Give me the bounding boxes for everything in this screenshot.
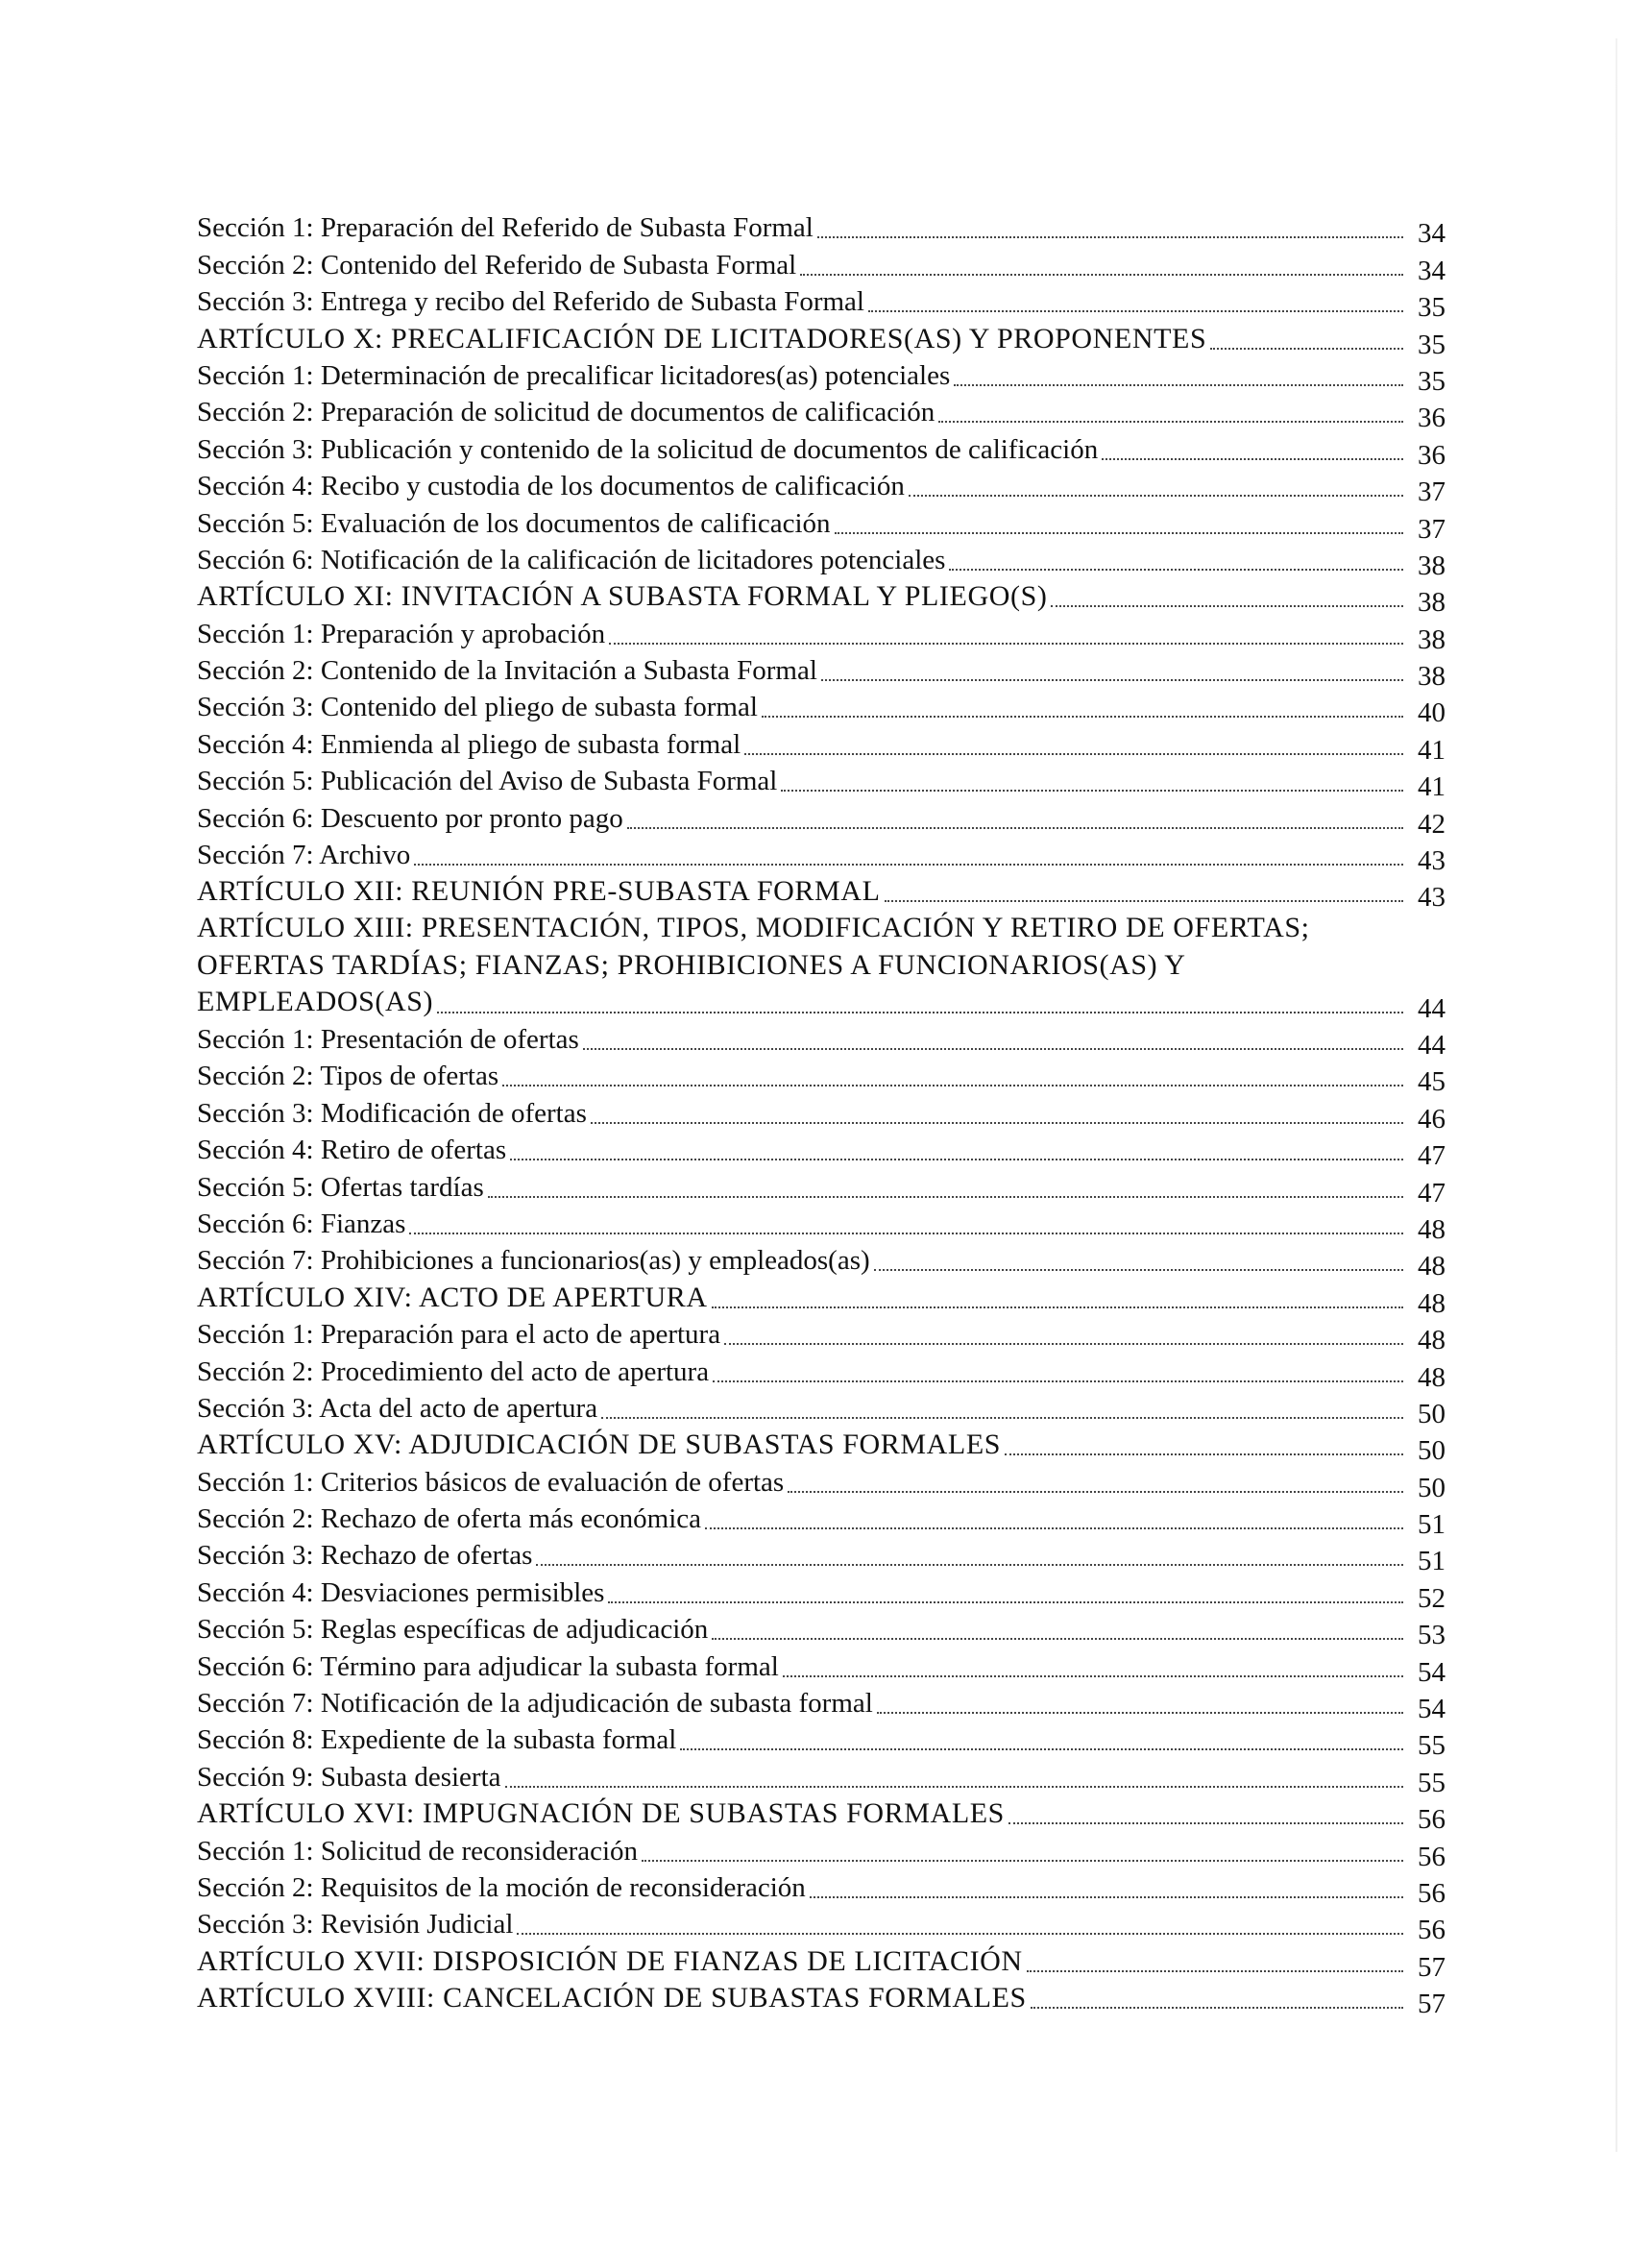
toc-entry-label: Sección 5: Reglas específicas de adjudicación [197, 1614, 709, 1646]
toc-entry-page: 51 [1418, 1509, 1446, 1541]
toc-entry-label: ARTÍCULO X: PRECALIFICACIÓN DE LICITADORES(AS) Y PROPONENTES [197, 322, 1207, 354]
toc-entry-label: Sección 2: Contenido del Referido de Subasta Formal [197, 249, 797, 281]
toc-entry-label: Sección 1: Determinación de precalificar licitadores(as) potenciales [197, 359, 951, 391]
toc-entry-page: 48 [1418, 1361, 1446, 1393]
toc-entry-page: 48 [1418, 1251, 1446, 1282]
dot-leader [909, 494, 1403, 497]
toc-entry[interactable] [197, 1611, 1446, 1651]
toc-entry[interactable] [197, 725, 1446, 766]
toc-entry-label: Sección 6: Descuento por pronto pago [197, 802, 623, 834]
toc-entry-label: Sección 7: Archivo [197, 840, 411, 871]
toc-entry[interactable] [197, 1168, 1446, 1208]
toc-entry-page: 56 [1418, 1915, 1446, 1946]
toc-entry-page: 54 [1418, 1694, 1446, 1725]
dot-leader [409, 1232, 1403, 1234]
dot-leader [488, 1195, 1403, 1198]
toc-entry-page: 50 [1418, 1398, 1446, 1429]
toc-entry-label: Sección 5: Ofertas tardías [197, 1171, 484, 1203]
toc-entry-page: 38 [1418, 623, 1446, 655]
toc-entry-page: 57 [1418, 1951, 1446, 1983]
toc-article-entry[interactable] [197, 1795, 1446, 1836]
toc-entry-page: 38 [1418, 587, 1446, 619]
toc-entry[interactable] [197, 1648, 1446, 1688]
toc-entry[interactable] [197, 1242, 1446, 1282]
toc-entry[interactable] [197, 1353, 1446, 1393]
toc-entry-page: 44 [1418, 992, 1446, 1024]
toc-entry-label: Sección 3: Acta del acto de apertura [197, 1392, 598, 1424]
dot-leader [817, 235, 1403, 238]
toc-entry-page: 43 [1418, 845, 1446, 877]
dot-leader [788, 1490, 1403, 1493]
dot-leader [1005, 1453, 1403, 1455]
toc-entry-page: 55 [1418, 1730, 1446, 1762]
toc-entry-page: 37 [1418, 513, 1446, 545]
toc-entry-page: 36 [1418, 439, 1446, 471]
dot-leader [601, 1416, 1403, 1419]
toc-entry-page: 56 [1418, 1877, 1446, 1909]
toc-entry-label: ARTÍCULO XVIII: CANCELACIÓN DE SUBASTAS FORMALES [197, 1982, 1027, 2014]
toc-entry-page: 35 [1418, 292, 1446, 324]
toc-entry-page: 38 [1418, 661, 1446, 693]
toc-entry[interactable] [197, 283, 1446, 324]
toc-entry-page: 43 [1418, 882, 1446, 914]
toc-entry[interactable] [197, 1021, 1446, 1061]
toc-entry[interactable] [197, 1094, 1446, 1135]
dot-leader [705, 1526, 1403, 1529]
toc-entry-label: Sección 1: Solicitud de reconsideración [197, 1835, 639, 1867]
toc-entry-label: Sección 2: Requisitos de la moción de reconsideración [197, 1871, 806, 1903]
dot-leader [874, 1268, 1403, 1271]
toc-entry-page: 37 [1418, 476, 1446, 508]
dot-leader [627, 826, 1403, 829]
toc-entry[interactable] [197, 209, 1446, 250]
toc-entry-page: 55 [1418, 1767, 1446, 1798]
dot-leader [877, 1711, 1403, 1714]
toc-entry[interactable] [197, 357, 1446, 397]
toc-entry-label: Sección 7: Notificación de la adjudicación de subasta formal [197, 1688, 873, 1720]
dot-leader [536, 1563, 1403, 1566]
toc-entry-label: Sección 9: Subasta desierta [197, 1761, 501, 1793]
toc-entry-label: Sección 1: Preparación y aprobación [197, 618, 606, 649]
dot-leader [783, 1674, 1403, 1677]
toc-entry-page: 35 [1418, 365, 1446, 397]
toc-entry[interactable] [197, 1501, 1446, 1541]
dot-leader [724, 1342, 1403, 1345]
toc-entry-page: 48 [1418, 1325, 1446, 1356]
toc-entry-label: ARTÍCULO XIV: ACTO DE APERTURA [197, 1281, 708, 1313]
toc-entry-label-line: ARTÍCULO XIII: PRESENTACIÓN, TIPOS, MODIFICACIÓN Y RETIRO DE OFERTAS; [197, 912, 1310, 944]
toc-entry-page: 36 [1418, 403, 1446, 434]
toc-entry-page: 50 [1418, 1472, 1446, 1503]
toc-entry[interactable] [197, 689, 1446, 729]
toc-entry[interactable] [197, 1463, 1446, 1503]
toc-entry[interactable] [197, 542, 1446, 581]
toc-entry-label: Sección 6: Fianzas [197, 1208, 406, 1239]
toc-entry-label: Sección 4: Desviaciones permisibles [197, 1576, 605, 1608]
toc-entry-page: 41 [1418, 771, 1446, 803]
toc-entry-label: Sección 3: Publicación y contenido de la solicitud de documentos de calificación [197, 433, 1099, 465]
toc-article-entry-multiline[interactable] [197, 910, 1446, 1024]
dot-leader [781, 789, 1403, 792]
toc-entry[interactable] [197, 1906, 1446, 1946]
dot-leader [583, 1047, 1403, 1050]
dot-leader [1102, 457, 1403, 460]
table-of-contents [197, 209, 1446, 2020]
toc-entry[interactable] [197, 1685, 1446, 1725]
toc-entry-page: 50 [1418, 1435, 1446, 1467]
dot-leader [762, 715, 1403, 718]
toc-article-entry[interactable] [197, 320, 1446, 360]
dot-leader [414, 863, 1403, 866]
toc-entry[interactable] [197, 763, 1446, 803]
toc-entry-label: ARTÍCULO XVI: IMPUGNACIÓN DE SUBASTAS FORMALES [197, 1797, 1005, 1830]
toc-entry-label: Sección 3: Rechazo de ofertas [197, 1540, 533, 1572]
toc-entry-label: Sección 5: Publicación del Aviso de Subasta Formal [197, 766, 778, 797]
dot-leader [712, 1306, 1403, 1308]
toc-entry-label: Sección 4: Enmienda al pliego de subasta formal [197, 728, 741, 760]
toc-entry[interactable] [197, 615, 1446, 655]
toc-entry-page: 56 [1418, 1841, 1446, 1872]
dot-leader [821, 678, 1403, 681]
toc-entry-label: Sección 7: Prohibiciones a funcionarios(as) y empleados(as) [197, 1245, 870, 1277]
toc-entry-label: Sección 2: Preparación de solicitud de documentos de calificación [197, 397, 935, 428]
toc-entry-page: 34 [1418, 218, 1446, 250]
dot-leader [437, 1011, 1403, 1013]
toc-entry-label-line: EMPLEADOS(AS) [197, 986, 434, 1018]
toc-entry[interactable] [197, 1390, 1446, 1427]
dot-leader [608, 1600, 1403, 1603]
toc-entry-label: ARTÍCULO XVII: DISPOSICIÓN DE FIANZAS DE LICITACIÓN [197, 1944, 1023, 1977]
dot-leader [954, 383, 1403, 386]
toc-entry-page: 57 [1418, 1989, 1446, 2020]
toc-entry-page: 34 [1418, 255, 1446, 286]
toc-entry-label-line: OFERTAS TARDÍAS; FIANZAS; PROHIBICIONES A FUNCIONARIOS(AS) Y [197, 948, 1186, 981]
toc-entry-page: 41 [1418, 734, 1446, 766]
dot-leader [510, 1158, 1403, 1160]
toc-entry-page: 53 [1418, 1620, 1446, 1651]
toc-entry[interactable] [197, 1574, 1446, 1614]
toc-entry-page: 46 [1418, 1103, 1446, 1135]
toc-entry[interactable] [197, 1721, 1446, 1762]
toc-entry-label: Sección 1: Presentación de ofertas [197, 1023, 579, 1055]
toc-entry-page: 42 [1418, 808, 1446, 840]
dot-leader [502, 1084, 1403, 1086]
toc-entry-label: Sección 6: Término para adjudicar la subasta formal [197, 1650, 779, 1682]
toc-entry-label: Sección 4: Retiro de ofertas [197, 1135, 507, 1166]
toc-entry[interactable] [197, 468, 1446, 508]
dot-leader [1210, 347, 1403, 350]
toc-entry-page: 56 [1418, 1804, 1446, 1836]
toc-entry-label: Sección 1: Preparación del Referido de Subasta Formal [197, 212, 814, 244]
toc-entry-page: 47 [1418, 1140, 1446, 1172]
toc-entry[interactable] [197, 1832, 1446, 1872]
toc-entry-label: Sección 4: Recibo y custodia de los documentos de calificación [197, 471, 905, 502]
dot-leader [949, 568, 1403, 571]
dot-leader [868, 309, 1403, 312]
toc-entry[interactable] [197, 1869, 1446, 1909]
toc-article-entry[interactable] [197, 1980, 1446, 2020]
toc-entry-label: Sección 2: Tipos de ofertas [197, 1061, 499, 1092]
toc-entry-label: Sección 1: Preparación para el acto de apertura [197, 1319, 721, 1351]
toc-entry-page: 47 [1418, 1177, 1446, 1208]
dot-leader [713, 1379, 1403, 1382]
toc-entry[interactable] [197, 1058, 1446, 1098]
dot-leader [591, 1121, 1403, 1124]
toc-entry[interactable] [197, 1132, 1446, 1172]
toc-entry[interactable] [197, 1758, 1446, 1798]
dot-leader [1031, 2006, 1403, 2009]
dot-leader [680, 1747, 1403, 1750]
toc-entry-page: 45 [1418, 1066, 1446, 1098]
dot-leader [1008, 1821, 1403, 1824]
toc-entry-label: Sección 3: Contenido del pliego de subasta formal [197, 692, 758, 723]
dot-leader [642, 1859, 1403, 1862]
dot-leader [744, 752, 1403, 755]
toc-entry-label: Sección 3: Entrega y recibo del Referido de Subasta Formal [197, 286, 864, 318]
toc-entry-label: Sección 3: Revisión Judicial [197, 1909, 514, 1941]
toc-entry-page: 44 [1418, 1029, 1446, 1061]
toc-article-entry[interactable] [197, 1942, 1446, 1983]
toc-entry-label: Sección 2: Procedimiento del acto de apertura [197, 1355, 710, 1387]
toc-entry-page: 54 [1418, 1656, 1446, 1688]
toc-entry-page: 52 [1418, 1582, 1446, 1614]
toc-entry[interactable] [197, 246, 1446, 286]
toc-entry[interactable] [197, 430, 1446, 471]
toc-entry-label: ARTÍCULO XII: REUNIÓN PRE-SUBASTA FORMAL [197, 875, 881, 908]
dot-leader [800, 273, 1403, 276]
toc-entry-label: ARTÍCULO XV: ADJUDICACIÓN DE SUBASTAS FORMALES [197, 1428, 1002, 1461]
toc-entry-label: Sección 2: Rechazo de oferta más económica [197, 1503, 701, 1535]
toc-entry-page: 48 [1418, 1213, 1446, 1245]
toc-entry-page: 40 [1418, 697, 1446, 729]
dot-leader [712, 1637, 1403, 1640]
toc-entry[interactable] [197, 1316, 1446, 1356]
dot-leader [609, 642, 1403, 645]
toc-entry-label: Sección 1: Criterios básicos de evaluación de ofertas [197, 1466, 785, 1498]
toc-entry-label: Sección 2: Contenido de la Invitación a Subasta Formal [197, 655, 817, 687]
toc-article-entry[interactable] [197, 578, 1446, 619]
scan-edge [1616, 38, 1617, 2152]
dot-leader [505, 1785, 1404, 1788]
toc-entry-label: Sección 8: Expediente de la subasta formal [197, 1724, 677, 1756]
toc-entry-page: 51 [1418, 1546, 1446, 1577]
toc-article-entry[interactable] [197, 1427, 1446, 1467]
toc-entry-label: Sección 5: Evaluación de los documentos de calificación [197, 507, 831, 539]
dot-leader [938, 420, 1403, 423]
toc-entry-page: 48 [1418, 1287, 1446, 1319]
toc-entry-page: 38 [1418, 549, 1446, 581]
dot-leader [885, 899, 1404, 902]
toc-entry[interactable] [197, 394, 1446, 434]
toc-entry[interactable] [197, 652, 1446, 693]
toc-entry[interactable] [197, 799, 1446, 840]
toc-entry[interactable] [197, 1537, 1446, 1577]
toc-entry-page: 35 [1418, 329, 1446, 360]
dot-leader [835, 531, 1403, 534]
toc-entry-label: Sección 6: Notificación de la calificación de licitadores potenciales [197, 544, 946, 575]
toc-article-entry[interactable] [197, 873, 1446, 914]
dot-leader [1051, 604, 1403, 607]
toc-entry-label: Sección 3: Modificación de ofertas [197, 1097, 587, 1129]
toc-entry-label: ARTÍCULO XI: INVITACIÓN A SUBASTA FORMAL Y PLIEGO(S) [197, 580, 1048, 613]
toc-entry[interactable] [197, 1206, 1446, 1245]
toc-entry[interactable] [197, 504, 1446, 545]
toc-entry[interactable] [197, 837, 1446, 877]
toc-article-entry[interactable] [197, 1279, 1446, 1319]
dot-leader [810, 1895, 1403, 1898]
dot-leader [1027, 1969, 1403, 1972]
dot-leader [517, 1932, 1403, 1935]
